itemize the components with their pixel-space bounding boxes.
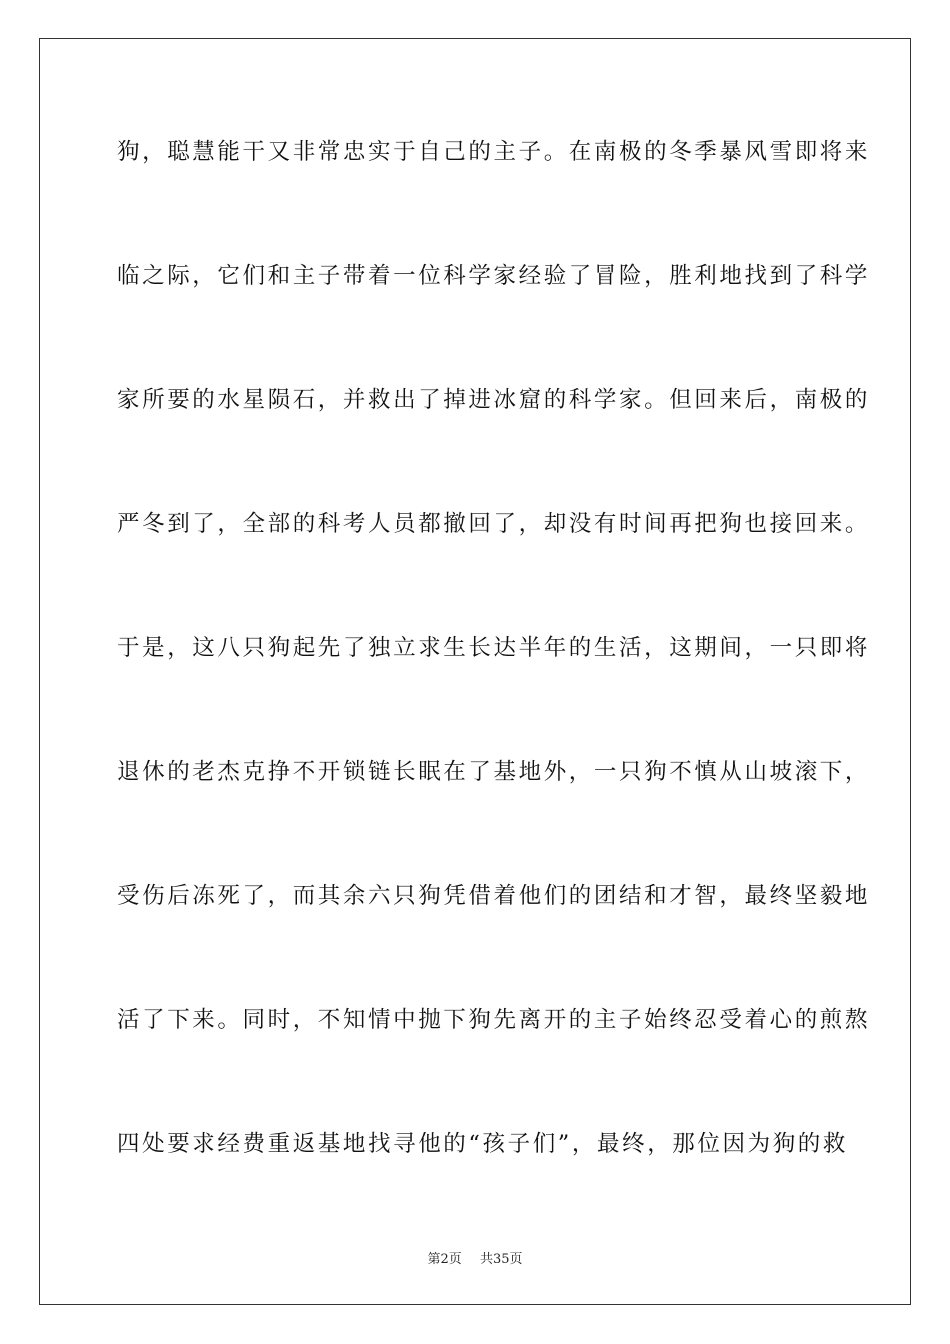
text-line: 于是，这八只狗起先了独立求生长达半年的生活，这期间，一只即将 bbox=[117, 635, 871, 661]
page-footer bbox=[0, 1248, 950, 1267]
text-line: 退休的老杰克挣不开锁链长眠在了基地外，一只狗不慎从山坡滚下， bbox=[117, 759, 871, 785]
page-number: 第2页 bbox=[427, 1252, 462, 1267]
page-total: 共35页 bbox=[479, 1252, 523, 1267]
text-line: 严冬到了，全部的科考人员都撤回了，却没有时间再把狗也接回来。 bbox=[117, 511, 871, 537]
text-line: 活了下来。同时，不知情中抛下狗先离开的主子始终忍受着心的煎熬 bbox=[117, 1007, 871, 1033]
text-line: 受伤后冻死了，而其余六只狗凭借着他们的团结和才智，最终坚毅地 bbox=[117, 883, 871, 909]
text-line: 临之际，它们和主子带着一位科学家经验了冒险，胜利地找到了科学 bbox=[117, 263, 871, 289]
text-line: 家所要的水星陨石，并救出了掉进冰窟的科学家。但回来后，南极的 bbox=[117, 387, 871, 413]
document-body bbox=[117, 128, 871, 1244]
text-line: 狗，聪慧能干又非常忠实于自己的主子。在南极的冬季暴风雪即将来 bbox=[117, 139, 871, 165]
text-line: 四处要求经费重返基地找寻他的“孩子们”，最终，那位因为狗的救 bbox=[117, 1131, 849, 1157]
